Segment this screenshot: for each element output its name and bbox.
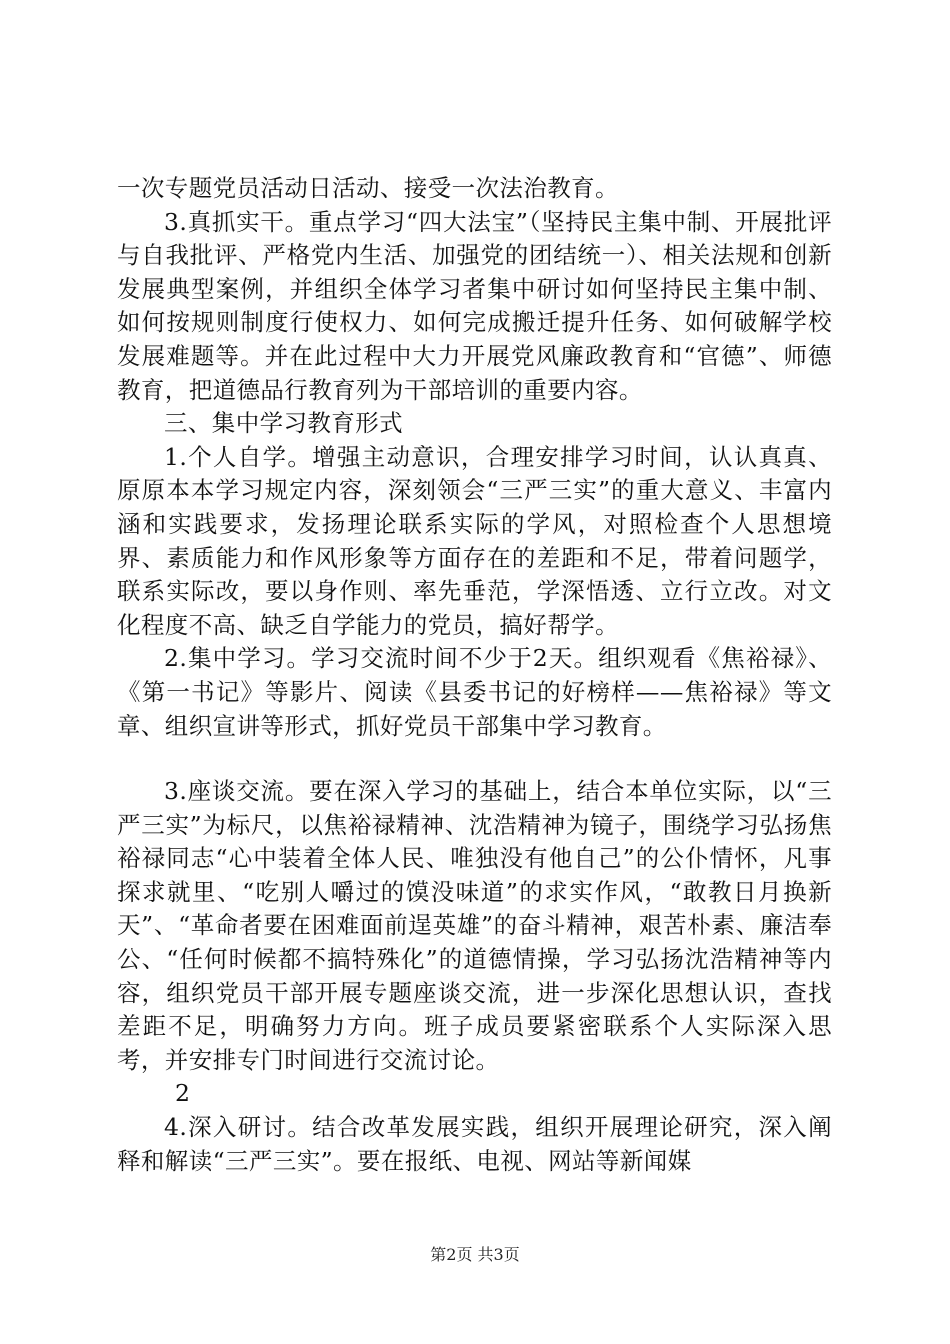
document-body <box>117 172 832 1178</box>
paragraph-5: 2.集中学习。学习交流时间不少于2天。组织观看《焦裕禄》、《第一书记》等影片、阅读《县委书记的好榜样——焦裕禄》等文章、组织宣讲等形式，抓好党员干部集中学习教育。 <box>117 644 832 740</box>
paragraph-gap <box>117 743 832 775</box>
paragraph-7: 4.深入研讨。结合改革发展实践，组织开展理论研究，深入阐释和解读“三严三实”。要在报纸、电视、网站等新闻媒 <box>117 1113 832 1175</box>
inline-page-number: 2 <box>175 1079 190 1108</box>
paragraph-2: 3.真抓实干。重点学习“四大法宝”（坚持民主集中制、开展批评与自我批评、严格党内生活、加强党的团结统一）、相关法规和创新发展典型案例，并组织全体学习者集中研讨如何坚持民主集中制、如何按规则制度行使权力、如何完成搬迁提升任务、如何破解学校发展难题等。并在此过程中大力开展党风廉政教育和“官德”、师德教育，把道德品行教育列为干部培训的重要内容。 <box>117 207 832 404</box>
paragraph-4: 1.个人自学。增强主动意识，合理安排学习时间，认认真真、原原本本学习规定内容，深刻领会“三严三实”的重大意义、丰富内涵和实践要求，发扬理论联系实际的学风，对照检查个人思想境界、素质能力和作风形象等方面存在的差距和不足，带着问题学，联系实际改，要以身作则、率先垂范，学深悟透、立行立改。对文化程度不高、缺乏自学能力的党员，搞好帮学。 <box>117 442 832 639</box>
paragraph-6: 3.座谈交流。要在深入学习的基础上，结合本单位实际，以“三严三实”为标尺，以焦裕禄精神、沈浩精神为镜子，围绕学习弘扬焦裕禄同志“心中装着全体人民、唯独没有他自己”的公仆情怀，凡事探求就里、“吃别人嚼过的馍没味道”的求实作风，“敢教日月换新天”、“革命者要在困难面前逞英雄”的奋斗精神，艰苦朴素、廉洁奉公、“任何时候都不搞特殊化”的道德情操，学习弘扬沈浩精神等内容，组织党员干部开展专题座谈交流，进一步深化思想认识，查找差距不足，明确努力方向。班子成员要紧密联系个人实际深入思考，并安排专门时间进行交流讨论。 <box>117 777 832 1074</box>
paragraph-1: 一次专题党员活动日活动、接受一次法治教育。 <box>117 174 619 202</box>
section-heading: 三、集中学习教育形式 <box>164 409 403 438</box>
page-footer: 第2页 共3页 <box>430 1245 520 1264</box>
